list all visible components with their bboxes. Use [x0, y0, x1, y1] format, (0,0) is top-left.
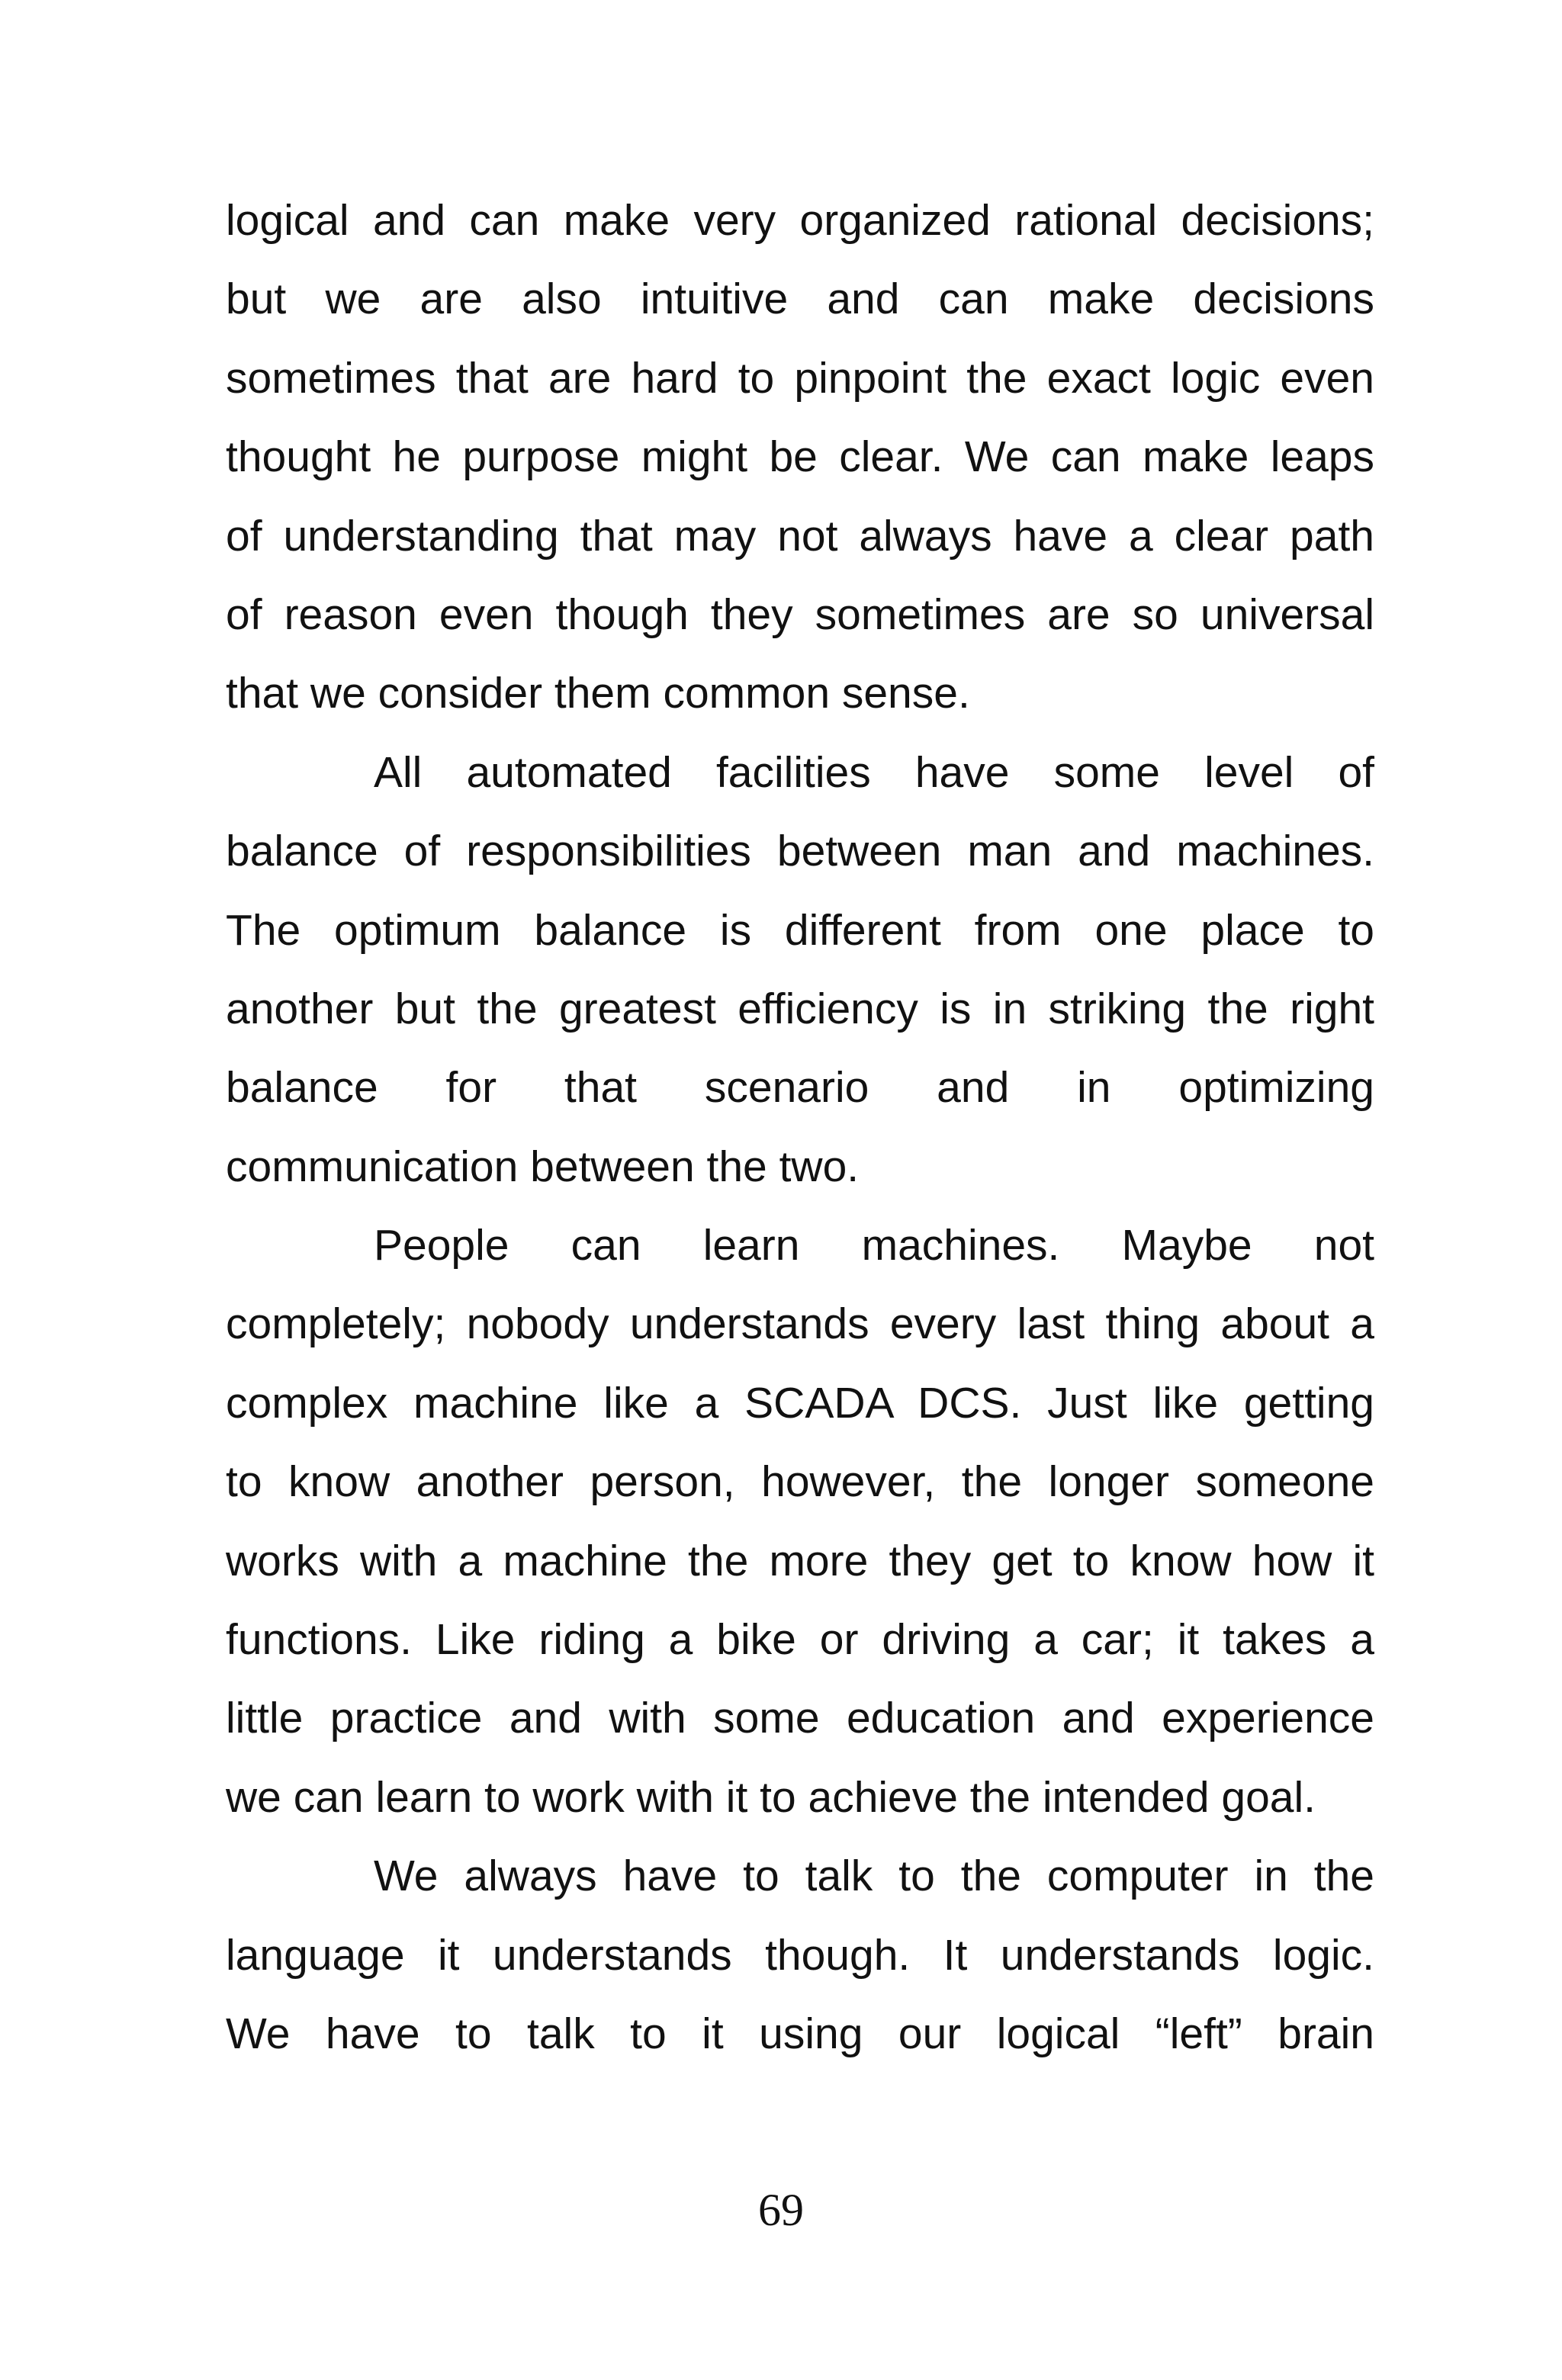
text-line: We always have to talk to the computer in the — [374, 1852, 1374, 1901]
text-line: functions. Like riding a bike or driving a car; it takes a — [226, 1615, 1374, 1665]
paragraph-4 — [226, 1837, 1374, 2073]
text-line: People can learn machines. Maybe not — [374, 1221, 1374, 1270]
paragraph-2 — [226, 734, 1374, 1206]
text-line: works with a machine the more they get to know how it — [226, 1536, 1374, 1585]
text-line: that we consider them common sense. — [226, 669, 970, 718]
body-text — [226, 181, 1374, 2073]
text-line: thought he purpose might be clear. We can make leaps — [226, 432, 1374, 482]
text-line: another but the greatest efficiency is in striking the right — [226, 984, 1374, 1033]
text-line: balance for that scenario and in optimizing — [226, 1063, 1374, 1113]
text-line: language it understands though. It understands logic. — [226, 1930, 1374, 1980]
page-number: 69 — [758, 2185, 804, 2235]
text-line: We have to talk to it using our logical “left” brain — [226, 2009, 1374, 2058]
text-line: complex machine like a SCADA DCS. Just like getting — [226, 1378, 1374, 1428]
paragraph-1 — [226, 181, 1374, 734]
text-line: we can learn to work with it to achieve the intended goal. — [226, 1772, 1316, 1822]
text-line: logical and can make very organized rational decisions; — [226, 196, 1374, 245]
text-line: sometimes that are hard to pinpoint the exact logic even — [226, 353, 1374, 403]
paragraph-3 — [226, 1206, 1374, 1837]
text-line: little practice and with some education and experience — [226, 1694, 1374, 1743]
text-line: balance of responsibilities between man and machines. — [226, 827, 1374, 876]
text-line: completely; nobody understands every last thing about a — [226, 1299, 1374, 1349]
text-line: All automated facilities have some level of — [374, 747, 1374, 797]
text-line: but we are also intuitive and can make decisions — [226, 275, 1374, 324]
text-line: of reason even though they sometimes are so universal — [226, 589, 1374, 639]
text-line: The optimum balance is different from one place to — [226, 905, 1374, 955]
text-line: to know another person, however, the longer someone — [226, 1457, 1374, 1507]
text-line: of understanding that may not always have a clear path — [226, 511, 1374, 560]
text-line: communication between the two. — [226, 1142, 860, 1191]
